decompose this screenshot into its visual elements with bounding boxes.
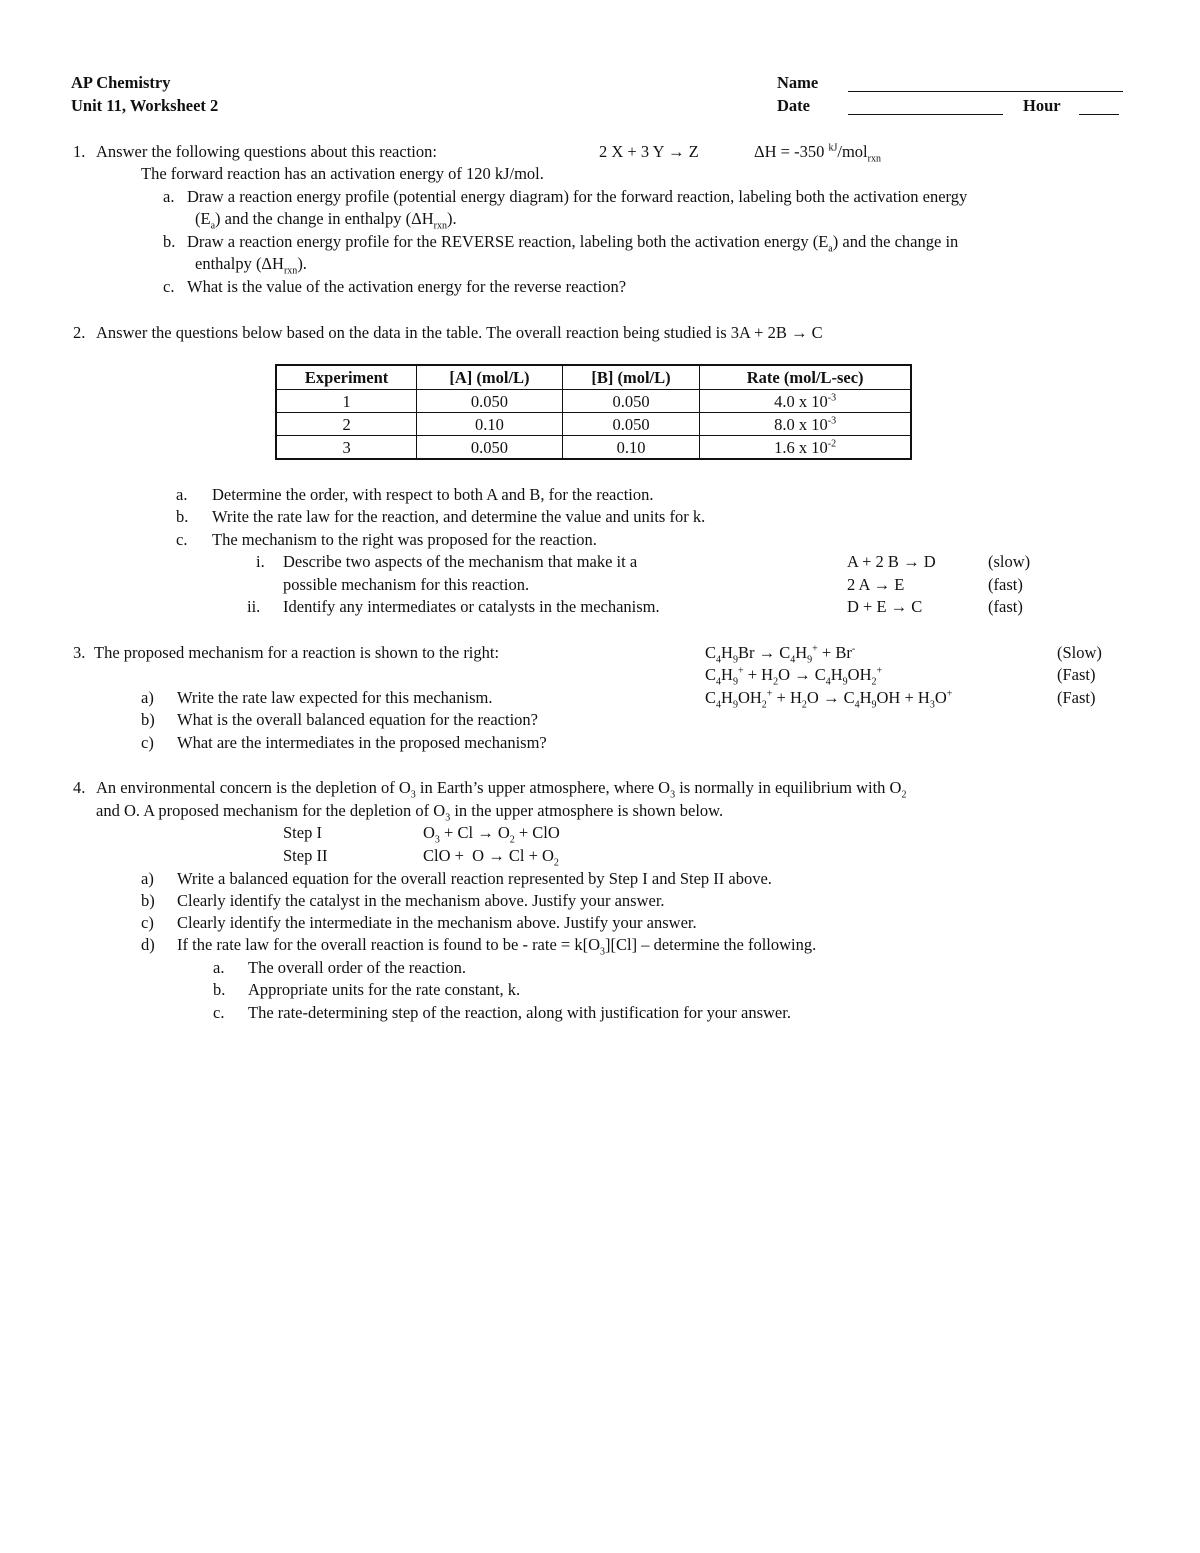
table-cell: 0.10	[417, 413, 563, 436]
q2a-label: a.	[176, 485, 188, 504]
q1a-label: a.	[163, 187, 175, 206]
q1-activation: The forward reaction has an activation energy of 120 kJ/mol.	[141, 164, 544, 183]
q4d-label: d)	[141, 935, 155, 954]
q1b-label: b.	[163, 232, 176, 251]
course-title: AP Chemistry	[71, 73, 171, 92]
table-header-row	[276, 365, 911, 390]
table-cell: 0.050	[417, 390, 563, 413]
q3-prompt: The proposed mechanism for a reaction is shown to the right:	[94, 643, 500, 662]
hour-label: Hour	[1023, 96, 1061, 115]
q4-step1-label: Step I	[283, 823, 322, 842]
q3-mech-speed: (Fast)	[1057, 665, 1096, 684]
table-header: [B] (mol/L)	[562, 365, 700, 390]
hour-field[interactable]	[1079, 113, 1119, 115]
q1-reaction: 2 X + 3 Y → Z	[599, 142, 699, 161]
q1c-text: What is the value of the activation energy for the reverse reaction?	[187, 277, 627, 296]
table-cell: 1	[276, 390, 417, 413]
q3a-text: Write the rate law expected for this mechanism.	[177, 688, 493, 707]
q2c-label: c.	[176, 530, 188, 549]
table-header: Experiment	[276, 365, 417, 390]
table-cell: 4.0 x $10^{-3}$	[700, 390, 911, 413]
table-header: Rate (mol/L-sec)	[700, 365, 911, 390]
q3c-text: What are the intermediates in the proposed mechanism?	[177, 733, 547, 752]
q2-mech-speed: (slow)	[988, 552, 1031, 571]
worksheet-title: Unit 11, Worksheet 2	[71, 96, 219, 115]
date-label: Date	[777, 96, 810, 115]
q3-mech-step: $C_4H_9OH_2^+ + H_2O \to C_4H_9OH + H_3O^+$	[705, 688, 953, 711]
table-cell: 1.6 x $10^{-2}$	[700, 436, 911, 460]
q4db-label: b.	[213, 980, 226, 999]
q4-number: 4.	[73, 778, 86, 797]
q4-step2-eq: ClO + $O \to Cl + O_2$	[423, 846, 559, 869]
q1-enthalpy: ΔH = -350 $^{kJ}$/mol$_{rxn}$	[754, 142, 881, 165]
q4a-label: a)	[141, 869, 154, 888]
q2ci-text-cont: possible mechanism for this reaction.	[283, 575, 530, 594]
q3-number: 3.	[73, 643, 86, 662]
table-header: [A] (mol/L)	[417, 365, 563, 390]
q2-number: 2.	[73, 323, 86, 342]
q3a-label: a)	[141, 688, 154, 707]
q4-text: An environmental concern is the depletion of $O_3$ in Earth’s upper atmosphere, where $O_3$ is normally in equilibrium with $O_2$	[96, 778, 907, 801]
q1-prompt: Answer the following questions about this reaction:	[96, 142, 437, 161]
q1b-text: Draw a reaction energy profile for the REVERSE reaction, labeling both the activation energy $(E_a)$ and the change in	[187, 232, 959, 255]
q2b-text: Write the rate law for the reaction, and determine the value and units for k.	[212, 507, 706, 526]
q2-mech-step: A + 2 B → D	[847, 552, 936, 571]
q4c-text: Clearly identify the intermediate in the mechanism above. Justify your answer.	[177, 913, 697, 932]
q4-step2-label: Step II	[283, 846, 328, 865]
q2cii-label: ii.	[247, 597, 261, 616]
q2c-text: The mechanism to the right was proposed for the reaction.	[212, 530, 597, 549]
q2ci-label: i.	[256, 552, 265, 571]
q3-mech-step: $C_4H_9^+ + H_2O \to C_4H_9OH_2^+$	[705, 665, 883, 688]
q4da-text: The overall order of the reaction.	[248, 958, 467, 977]
q4c-label: c)	[141, 913, 154, 932]
table-cell: 0.050	[562, 390, 700, 413]
table-cell: 0.10	[562, 436, 700, 460]
q2b-label: b.	[176, 507, 189, 526]
name-label: Name	[777, 73, 819, 92]
q1-number: 1.	[73, 142, 86, 161]
q1a-text: Draw a reaction energy profile (potential energy diagram) for the forward reaction, labeling both the activation energy	[187, 187, 968, 206]
q4a-text: Write a balanced equation for the overall reaction represented by Step I and Step II above.	[177, 869, 772, 888]
table-cell: 0.050	[562, 413, 700, 436]
table-cell: 8.0 x $10^{-3}$	[700, 413, 911, 436]
q1c-label: c.	[163, 277, 175, 296]
q3c-label: c)	[141, 733, 154, 752]
table-row	[276, 436, 911, 460]
table-cell: 3	[276, 436, 417, 460]
table-row	[276, 390, 911, 413]
q4b-label: b)	[141, 891, 155, 910]
q4b-text: Clearly identify the catalyst in the mechanism above. Justify your answer.	[177, 891, 665, 910]
q2a-text: Determine the order, with respect to both A and B, for the reaction.	[212, 485, 654, 504]
q4-text-cont: and O. A proposed mechanism for the depletion of $O_3$ in the upper atmosphere is shown below.	[96, 801, 724, 824]
q2-prompt: Answer the questions below based on the data in the table. The overall reaction being studied is 3A + 2B → C	[96, 323, 823, 342]
q3-mech-speed: (Fast)	[1057, 688, 1096, 707]
name-field[interactable]	[848, 90, 1123, 92]
date-field[interactable]	[848, 113, 1003, 115]
table-cell: 2	[276, 413, 417, 436]
q3-mech-speed: (Slow)	[1057, 643, 1102, 662]
q4dc-text: The rate-determining step of the reaction, along with justification for your answer.	[248, 1003, 791, 1022]
q2-mech-step: 2 A → E	[847, 575, 905, 594]
rate-data-table	[275, 364, 912, 460]
q4db-text: Appropriate units for the rate constant, k.	[248, 980, 521, 999]
q3b-label: b)	[141, 710, 155, 729]
q1a-text-cont: $(E_a)$ and the change in enthalpy $(\Delta H_{rxn})$.	[195, 209, 457, 232]
q2-mech-speed: (fast)	[988, 597, 1023, 616]
q1b-text-cont: enthalpy $(\Delta H_{rxn})$.	[195, 254, 307, 277]
q3b-text: What is the overall balanced equation for the reaction?	[177, 710, 539, 729]
q4dc-label: c.	[213, 1003, 225, 1022]
table-cell: 0.050	[417, 436, 563, 460]
q2cii-text: Identify any intermediates or catalysts in the mechanism.	[283, 597, 660, 616]
q4da-label: a.	[213, 958, 225, 977]
q2-mech-step: D + E → C	[847, 597, 923, 616]
q4-step1-eq: $O_3 + Cl \to O_2$ + ClO	[423, 823, 560, 846]
q4d-text: If the rate law for the overall reaction is found to be - rate = $k[O_3][Cl]$ – determine the following.	[177, 935, 817, 958]
q2ci-text: Describe two aspects of the mechanism that make it a	[283, 552, 638, 571]
table-row	[276, 413, 911, 436]
q2-mech-speed: (fast)	[988, 575, 1023, 594]
q3-mech-step: $C_4H_9Br \to C_4H_9^+ + Br^-$	[705, 643, 856, 666]
